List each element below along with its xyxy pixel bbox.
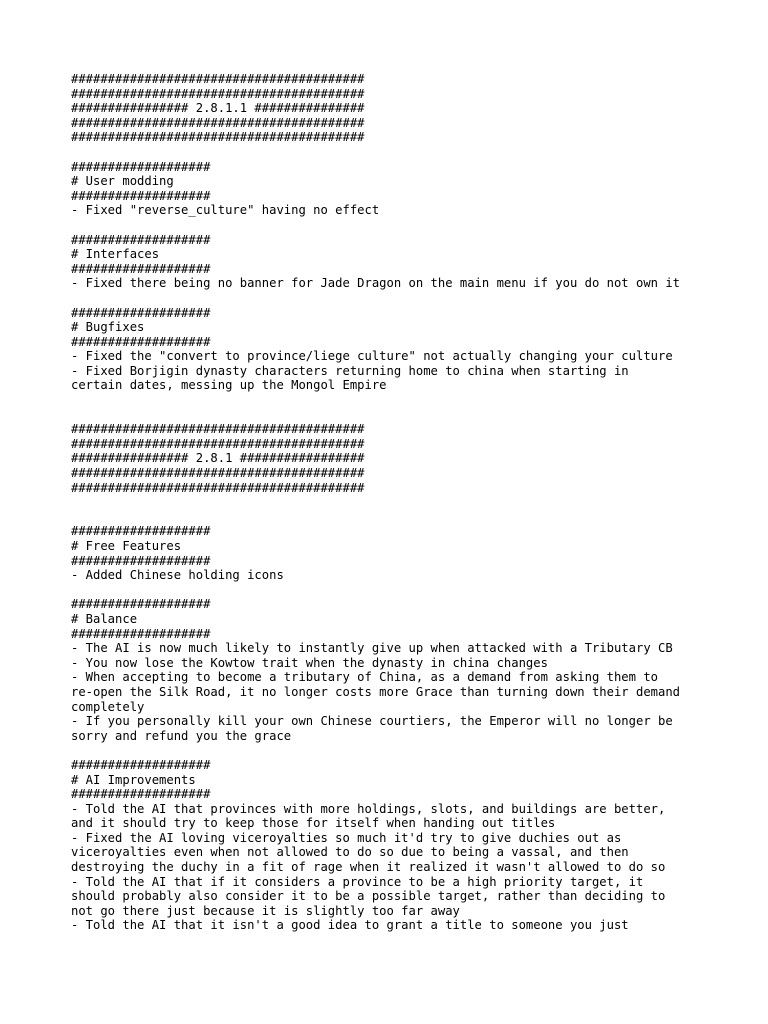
document-line: certain dates, messing up the Mongol Empire <box>71 378 387 393</box>
document-line: - Fixed the "convert to province/liege culture" not actually changing your culture <box>71 349 673 364</box>
document-line: - Told the AI that provinces with more holdings, slots, and buildings are better, <box>71 801 666 816</box>
document-line: ######################################## <box>71 480 365 495</box>
document-line: ################### <box>71 261 211 276</box>
document-line: - You now lose the Kowtow trait when the dynasty in china changes <box>71 655 548 670</box>
document-line: ################### <box>71 553 211 568</box>
document-line: ######################################## <box>71 72 365 86</box>
document-line: # User modding <box>71 174 174 189</box>
changelog-document <box>71 72 731 933</box>
document-line: # AI Improvements <box>71 772 196 787</box>
document-line: ######################################## <box>71 115 365 130</box>
document-line: ################### <box>71 305 211 320</box>
document-line: # Free Features <box>71 539 182 553</box>
document-line: - Fixed Borjigin dynasty characters returning home to china when starting in <box>71 363 629 378</box>
document-line: ################### <box>71 757 211 772</box>
document-line: # Bugfixes <box>71 320 145 335</box>
document-line: ################### <box>71 787 211 802</box>
document-line: - Fixed the AI loving viceroyalties so much it'd try to give duchies out as <box>71 830 622 845</box>
document-line: - When accepting to become a tributary of China, as a demand from asking them to <box>71 670 658 685</box>
document-line: re-open the Silk Road, it no longer costs more Grace than turning down their demand <box>71 684 681 699</box>
document-line: - Added Chinese holding icons <box>71 568 284 583</box>
document-line <box>71 291 731 306</box>
document-line: ################### <box>71 188 211 203</box>
document-line: ################### <box>71 524 211 539</box>
document-line <box>71 408 731 423</box>
document-line: ################### <box>71 334 211 349</box>
document-line <box>71 583 731 598</box>
document-line: viceroyalties even when not allowed to do so due to being a vassal, and then <box>71 845 629 860</box>
document-line: ################### <box>71 626 211 641</box>
document-line: - Told the AI that if it considers a province to be a high priority target, it <box>71 874 644 889</box>
document-line: sorry and refund you the grace <box>71 728 292 743</box>
document-line: - The AI is now much likely to instantly give up when attacked with a Tributary CB <box>71 641 673 656</box>
document-line: - If you personally kill your own Chinese courtiers, the Emperor will no longer be <box>71 714 673 729</box>
document-line: - Fixed "reverse_culture" having no effect <box>71 203 380 218</box>
document-line: ######################################## <box>71 466 365 481</box>
document-line <box>71 393 731 408</box>
document-line <box>71 743 731 758</box>
document-line: ################### <box>71 597 211 612</box>
document-line: ################ 2.8.1.1 ############### <box>71 101 365 116</box>
document-line: completely <box>71 699 145 714</box>
document-line: ######################################## <box>71 436 365 451</box>
document-line <box>71 495 731 510</box>
document-line: should probably also consider it to be a possible target, rather than deciding to <box>71 889 666 904</box>
document-line <box>71 145 731 160</box>
document-line: ################ 2.8.1 ################# <box>71 451 365 466</box>
document-line: # Interfaces <box>71 247 160 262</box>
document-line: - Told the AI that it isn't a good idea to grant a title to someone you just <box>71 918 629 933</box>
document-line <box>71 218 731 233</box>
document-line: - Fixed there being no banner for Jade Dragon on the main menu if you do not own it <box>71 276 681 291</box>
document-line <box>71 510 731 525</box>
document-line: not go there just because it is slightly too far away <box>71 903 460 918</box>
document-line: ######################################## <box>71 130 365 145</box>
document-line: ######################################## <box>71 86 365 101</box>
document-line: ################### <box>71 159 211 174</box>
document-line: ################### <box>71 232 211 247</box>
document-line: ######################################## <box>71 422 365 437</box>
document-line: # Balance <box>71 611 138 626</box>
document-line: and it should try to keep those for itself when handing out titles <box>71 816 556 831</box>
document-line: destroying the duchy in a fit of rage when it realized it wasn't allowed to do so <box>71 860 666 875</box>
